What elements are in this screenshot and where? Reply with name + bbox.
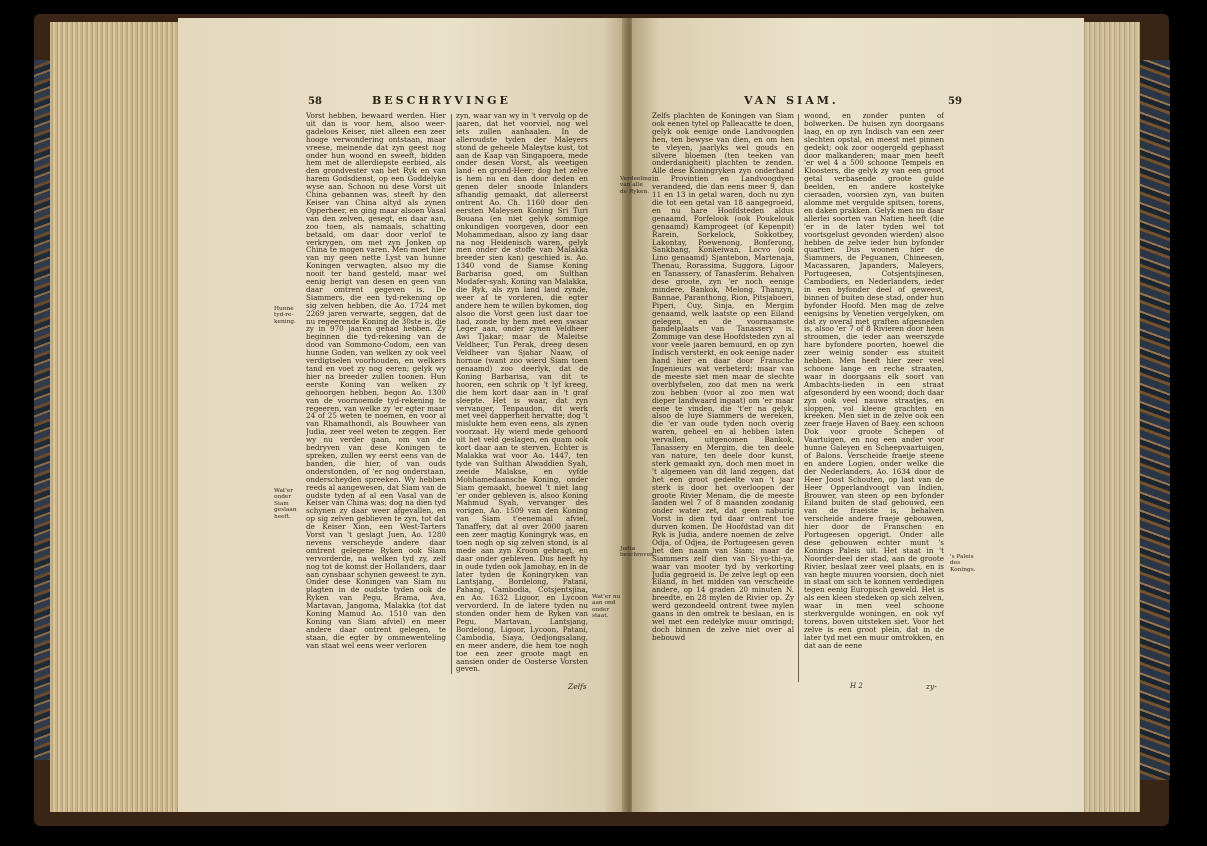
left-column-1: Vorst hebben, bewaard werden. Hier uit dan is voor hem, alsoo weer-gadeloos Keiser, niet alleen een zeer hooge verwondering ontstaan, maar vreese, meinende dat zyn geest nog onder hun woond en sweeft, bidden hem met de allerdiepste eerbied, als den grondvester van het Ryk en van harem Godsdienst, op een Goddelyke wyse aan. Schoon nu dese Vorst uit China gebannen was, steeft hy den Keiser van China altyd als zynen Opperheer, en ging maar alsoen Vasal van den zelven, gesegt, en daar aan, zoo toen, als namaals, schatting betaald, om daar door verlof te verkrygen, om met zyn Jonken op China te mogen varen. Men moet hier van my geen nette Lyst van hunne Koningen verwagten, alsoo my die nooit ter hand gesteld, maar wel eenig berigt van desen en geen van daar omtrent gegeven is. De Siammers, die een tyd-rekening op sig zelven hebben, die Ao. 1724 met 2269 jaren verwarte, seggen, dat de nu regeerende Koning de 30ste is, die zy in 970 jaaren gehad hebben. Zy beginnen die tyd-rekening van de dood van Sommono-Codom, een van hunne Goden, van welken zy ook veel verdigtselen voorhouden, en welkers tand en voet zy nog eeren; gelyk wy hier na breeder zullen toonen. Hun eerste Koning van welken zy gehoorgen hebben, begon Ao. 1300 van de voornoemde tyd-rekening te regeeren, van welke zy 'er egter maar 24 of 25 weten te noemen, en voor al van Rhamathondi, als Bouwheer van Judia, zeer veel weten te zeggen. Eer wy nu verder gaan, om van de bedryven van dese Koningen te spreken, zullen wy eerst eens van de banden, die hier, of van ouds onderstonden, of 'er nog onderstaan, onderscheyden spreeken. Wy hebben reeds al aangewesen, dat Siam van de oudste tyden af al een Vasal van de Keiser van China was; dog na dien tyd schynen zy daar weer afgevallen, en op sig zelven geblieven te zyn, tot dat de Keiser Xion, een West-Tarters Vorst van 't geslagt Juen, Ao. 1280 nevens verscheyde andere daar omtrent gelegene Ryken ook Siam vervorderde, na welken tyd zy, zelf nog tot de komst der Hollanders, daar aan cynsbaar schynen geweest te zyn. Onder dese Koningen van Siam nu plagten in de oudste tyden ook de Ryken van Pegu, Brama, Ava, Martavan, Jangoma, Malakka (tot dat Koning Mamud Ao. 1510 van den Koning van Siam afviel) en meer andere daar ontrent gelegen, te staan, die egter by ommewenteling van staat wel eens weer verloren (306, 112, 446, 650)
catchword-left: Zelfs (568, 682, 587, 691)
margin-note-right-2: Judia beschreven. (620, 546, 656, 559)
margin-note-right-1: Verdeeling van alle de Ryken. (620, 176, 652, 195)
right-column-2: woond, en zonder punten of bolwerken. De huisen zyn doorgaans laag, en op zyn Indisch van een zeer slechten opstal, en meest met pinnen gedekt; ook zoor oogergeld gephasst door malkanderen; maar men heeft 'er wel 4 a 500 schoone Tempels en Kloosters, die gelyk zy van een groot getal verbasende groote gulde beelden, en andere kostelyke cieraaden, voorsien zyn, van buiten alomme met vergulde spitsen, torens, en daken prakken. Gelyk men nu daar allerlei soorten van Natien heeft (die 'er in de later tyden wel tot voortsgelust gevonden wierden) alsoo hebben de zelve ieder hun byfonder quartier. Dus woonen hier de Siammers, de Peguanen, Chineesen, Macassaren, Japanders, Maleyers, Portugeesen, Cotsjentsjinesen, Cambodiers, en Nederlanders, ieder in een byfonder deel of geweest, binnen of buiten dese stad, onder hun byfonder Hoofd. Men mag de zelve eenigsins by Venetien vergelyken, om dat zy overal met graften afgesneden is, alsoo 'er 7 of 8 Rivieren door heen stroomen, die ieder aan weerszyde hare byfondere poorten, hoewel die zeer weinig sonder ess stuiteit hebben. Men heeft hier zeer veel schoone lange en reche straaten, waar in doorgaans elk soort van Ambachts-lieden in een straat afgesonderd by een woond; doch daar zyn ook veel nauwe straatjes, en sloppen, vol kleene grachten en kreeken. Men siet in de zelve ook een zeer fraeje Haven of Baey, een schoon Dok voor groote Schepen of Vaartuigen, en nog een ander voor hunne Galeyen en Scheepvaartuigen, of Balons. Verscheide fraeije steene en andere Logien, onder welke die der Nederlanders, Ao. 1634 door de Heer Joost Schouten, op last van de Heer Opperlandvoogt van Indien, Brouwer, van steen op een byfonder Eiland buiten de stad gebouwd, een van de fraeiste is, behalven verscheide andere fraeje gebouwen, hier door de Franschen en Portugeesen opgerigt. Onder alle dese gebouwen echter munt 's Konings Paleis uit. Het staat in 't Noorder-deel der stad, aan de groote Rivier, beslaat zeer veel plaats, en is van hegte muuren voorsien, doch niet in staat om sich te konnen verdedigen tegen eenig Europisch geweld. Het is als een kleen stedeken op sich zelven, waar in men veel schoone sterkvergulde woningen, en ook vyf torens, boven uitsteken siet. Voor het zelve is een groot plein, dat in de later tyd met een muur omtrokken, en dat aan de eene (804, 112, 944, 650)
page-edges-left (50, 22, 182, 812)
marbled-cover-right (1138, 60, 1170, 780)
left-column-2: zyn, waar van wy in 't vervolg op de jaaren, dat het voorviel, nog wel iets zullen aanhaalen. In de alleroudste tyden der Maleyers stond de geheele Maleytse kust, tot aan de Kaap van Singapoera, mede onder desen Vorst, als weetigen land- en grond-Heer; dog het zelve is hem nu en dan door deden en genen deler snoode Inlanders afhandig gemaakt, dat allereerst ontrent Ao. Ch. 1160 door den eersten Maleysen Koning Sri Turi Bouana (en niet gelyk sommige onkundigen voorgeven, door een Mohammedaan, alsoo zy lang daar na nog Heidenisch waren, gelyk men onder de stoffe van Malakka breeder sien kan) geschied is. Ao. 1340 vond de Siamse Koning Barbarisa goed, om Sulthan Modafer-syah, Koning van Malakka, die Ryk, als zyn land laud zynde, weer af te vorderen, die egter andere hem te willen bykomen, dog alsoo die Vorst geen lust daar toe had, zonde hy hem met een swaar Leger aan, onder zynen Veldheer Awi Tjakar; maar de Maleitse Veldheer, Tun Perak, dreeg desen Veldheer van Sjahar Naaw, of hornue (want zoo wierd Siam toen genaamd) zoo deerlyk, dat de Koning Barbarisa, van dit te hooren, een schrik op 't lyf kreeg, die hem kort daar aan in 't graf sleepte. Het is waar, dat zyn vervanger, Tenpaudon, dit werk met veel dapperheit hervatte; dog 't mislukte hem even eens, als zynen voorzaat. Hy wierd mede gehoord uit het veld geslagen, en quam ook kort daar aan te sterven. Echter is Malakka wat voor Ao. 1447, ten tyde van Sulthan Alwaddien Syah, zeeide Malakse, en vyfde Mohhamedaansche Koning, onder Siam gemaakt, hoewel 't niet lang 'er onder gebleven is, alsoo Koning Mahmud Syah, vervanger des vorigen, Ao. 1509 van den Koning van Siam t'eenemaal afviel. Tanaffery, dat al over 2000 jaaren een zeer magtig Koningryk was, en toen nogh op sig zelven stond, is al mede aan zyn Kroon gebragt, en daar onder gebleven. Dus heeft hy in oude tyden ook Jamohay, en in de later tyden de Koningryken van Lantsjang, Bordelong, Patani, Pahang, Cambodia, Cotsjentsjina, en Ao. 1632 Ligoor, en Lycoon vervorderd. In de latere tyden nu stonden onder hem de Ryken van Pegu, Martavan, Lantsjang, Bordelong, Ligoor, Lycoon, Patani, Cambodia, Siaya, Oedjongsalang, en meer andere, die hem toe nogh toe een zeer groote magt en aansien onder de Oosterse Vorsten geven. (456, 112, 588, 674)
right-column-1: Zelfs plachten de Koningen van Siam ook eenen tytel op Palleacatte te doen, gelyk ook eenige onde Landvoogden hen, ten bewyse van dien, en om hen te vleyen, jaarlyks wel gouds en silvere bloemen (ten teeken van onderdanigheit) plachten te zenden. Alle dese Koningryken zyn onderhand in Provintien en Landvoogdyen verandeed, die dan eens meer 9, dan 11 en 13 in getal waren, doch nu zyn die tot een getal van 18 aangegroeid, en nu hare Hoofdsteden aldus genaamd, Porfelook (ook Poukelouk genaamd) Kamprogeet (of Kepenpit) Rarein, Sorkelock, Sokkotbey, Lakontay, Poewenong, Bonferong, Sankbang, Konkeiwan, Locvo (ook Lino genaamd) Sjantebon, Martenaja, Thenau, Rorassima, Suggora, Ligoor en Tanassery, of Tanasferim. Behalven dese groote, zyn 'er noch eenige mindere, Bankok, Melong, Thanzyn, Bannae, Paranthong, Rion, Pitsjaboeri, Piperi, Cuy, Sinja, en Mergim genaamd, welk laatste op een Eiland gelegen, en de voornaamste handelplaats van Tanassery is. Zommige van dese Hoofdsteden zyn al voor veele jaaren bemuurd, en op zyn Indisch versterkt, en ook eenige nader hand hier en daar door Fransche Ingenieurs wat verbeterd; maar van de meeste siet men maar de slechte overblyfselen, zoo dat men na werk zou hebben (voor al zoo men wat dieper landwaard ingaat) om 'er maar eene te vinden, die 't'er na gelyk, alsoo de luye Siammers de wereken, die 'er van oude tyden noch overig waren, geheel en al hebben laten vervallen, uitgenomen Bankok, Tanassery en Mergim, die ten deele van nature, ten deele door kunst, sterk gemaakt zyn, doch men moet in 't algemeen van dit land zeggen, dat het een groot gedeelte van 't jaar sterk is door het overloopen der groote Rivier Menam, die de meeste landen wel 7 of 8 maanden zoodanig onder water zet, dat geen naburig Vorst in dien tyd daar ontrent toe durven komen. De Hoofdstad van dit Ryk is Judia, andere noemen de zelve Odja, of Odjea, de Portugeesen geven het den naam van Siam; maar de Siammers zelf dien van Si-yo-thi-ya, waar van mooter tyd by verkorting Judia gegroeid is. De zelve legt op een Eiland, in het midden van verscheide andere, op 14 graden 20 minuten N. breedte, en 28 mylen de Rivier op. Zy werd gezondeeld ontrent twee mylen gaans in den omtrek te beslaan, en is wel met een redelyke muur omringd; doch binnen de zelve niet over al bebouwd (652, 112, 794, 642)
right-page (620, 18, 1084, 812)
page-number-right: 59 (948, 96, 962, 107)
left-page (178, 18, 626, 812)
signature-mark: H 2 (850, 682, 863, 690)
catchword-right: zy- (926, 682, 937, 691)
page-number-left: 58 (308, 96, 322, 107)
page-edges-right (1082, 22, 1140, 812)
column-rule-left (451, 114, 452, 674)
running-head-left: BESCHRYVINGE (372, 94, 511, 107)
margin-note-left-3: Wat'er nu aan ond onder staat. (592, 594, 621, 620)
margin-note-left-2: Wat'er onder Siam geslaan heeft. (274, 488, 297, 520)
running-head-right: VAN SIAM. (744, 94, 839, 107)
margin-note-right-3: 's Paleis des Konings. (950, 554, 976, 573)
column-rule-right (798, 114, 799, 682)
margin-note-left-1: Hunne tyd-re-kening. (274, 306, 296, 325)
